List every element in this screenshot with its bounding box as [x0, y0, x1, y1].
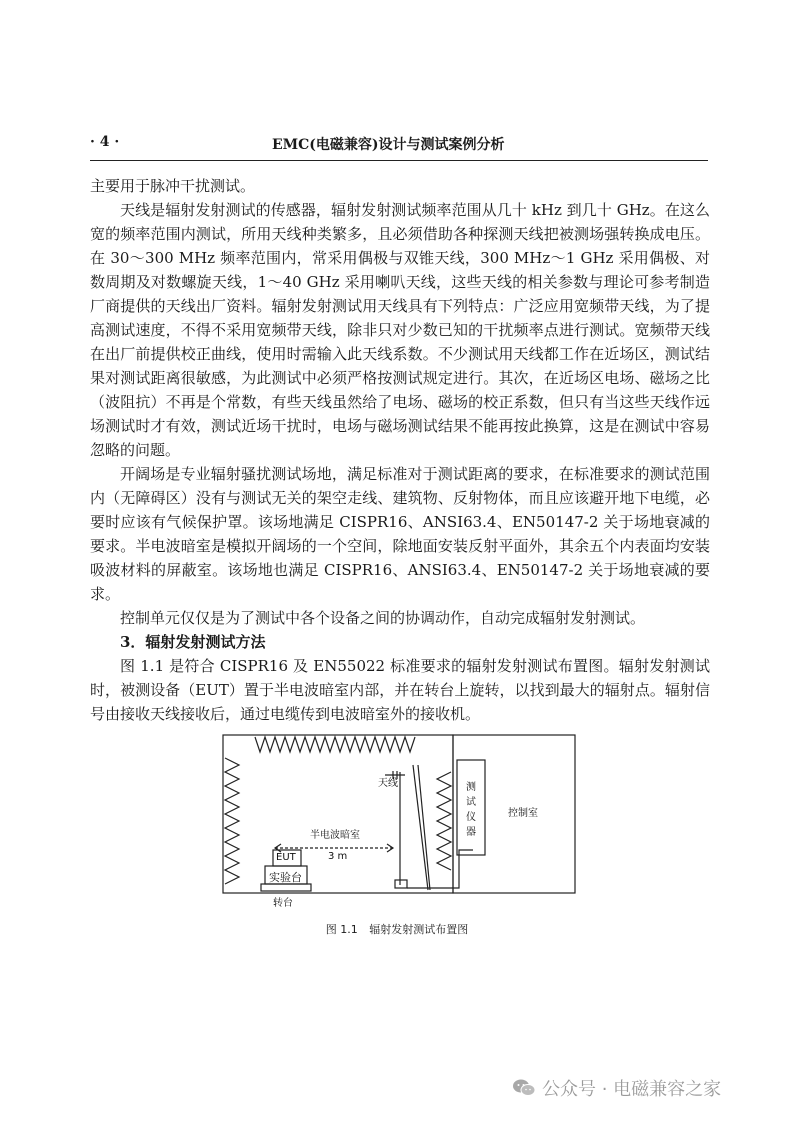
turntable-box [261, 884, 311, 891]
caption-text: 辐射发射测试布置图 [369, 923, 469, 936]
instrument-label: 测试仪器 [466, 782, 476, 838]
antenna-label: 天线 [378, 778, 398, 789]
control-room-label: 控制室 [508, 808, 538, 819]
section-heading: 3．辐射发射测试方法 [120, 633, 266, 651]
caption-number: 图 1.1 [325, 923, 358, 936]
figure-test-setup [215, 730, 610, 915]
page-header [90, 134, 710, 158]
test-table-label: 实验台 [269, 871, 302, 884]
turntable-label: 转台 [273, 898, 293, 909]
watermark-text: 公众号 · 电磁兼容之家 [542, 1079, 722, 1100]
wechat-icon [512, 1078, 536, 1098]
paragraph: 主要用于脉冲干扰测试。 [90, 177, 256, 195]
paragraph: 图 1.1 是符合 CISPR16 及 EN55022 标准要求的辐射发射测试布置图。辐射发射测试时，被测设备（EUT）置于半电波暗室内部，并在转台上旋转，以找到最大的辐射点。辐射信号由接收天线接收后，通过电缆传到电波暗室外的接收机。 [90, 657, 710, 723]
ceiling-absorbers [255, 737, 415, 752]
paragraph: 控制单元仅仅是为了测试中各个设备之间的协调动作，自动完成辐射发射测试。 [120, 609, 646, 627]
distance-label: 3 m [328, 851, 348, 862]
eut-label: EUT [276, 852, 296, 863]
paragraph: 天线是辐射发射测试的传感器，辐射发射测试频率范围从几十 kHz 到几十 GHz。在这么宽的频率范围内测试，所用天线种类繁多，且必须借助各种探测天线把被测场强转换成电压。在 30～300 MHz 频率范围内，常采用偶极与双锥天线，300 MHz～1 GHz 采用偶极、对数周期及对数螺旋天线，1～40 GHz 采用喇叭天线，这些天线的相关参数与理论可参考制造厂商提供的天线出厂资料。辐射发射测试用天线具有下列特点：广泛应用宽频带天线，为了提高测试速度，不得不采用宽频带天线，除非只对少数已知的干扰频率点进行测试。宽频带天线在出厂前提供校正曲线，使用时需输入此天线系数。不少测试用天线都工作在近场区，测试结果对测试距离很敏感，为此测试中必须严格按测试规定进行。其次，在近场区电场、磁场之比（波阻抗）不再是个常数，有些天线虽然给了电场、磁场的校正系数，但只有当这些天线作远场测试时才有效，测试近场干扰时，电场与磁场测试结果不能再按此换算，这是在测试中容易忽略的问题。 [90, 201, 710, 459]
running-title: EMC(电磁兼容)设计与测试案例分析 [272, 137, 505, 153]
header-rule [90, 160, 708, 161]
paragraph: 开阔场是专业辐射骚扰测试场地，满足标准对于测试距离的要求，在标准要求的测试范围内（无障碍区）没有与测试无关的架空走线、建筑物、反射物体，而且应该避开地下电缆，必要时应该有气候保护罩。该场地满足 CISPR16、ANSI63.4、EN50147-2 关于场地衰减的要求。半电波暗室是模拟开阔场的一个空间，除地面安装反射平面外，其余五个内表面均安装吸波材料的屏蔽室。该场地也满足 CISPR16、ANSI63.4、EN50147-2 关于场地衰减的要求。 [90, 465, 710, 603]
chamber-label: 半电波暗室 [310, 830, 360, 841]
left-wall-absorbers [225, 758, 239, 884]
body-text [90, 174, 710, 726]
page-number: · 4 · [90, 134, 120, 150]
setup-diagram [215, 730, 610, 915]
watermark [512, 1076, 721, 1100]
right-wall-absorbers [437, 772, 451, 870]
figure-caption [0, 921, 794, 937]
